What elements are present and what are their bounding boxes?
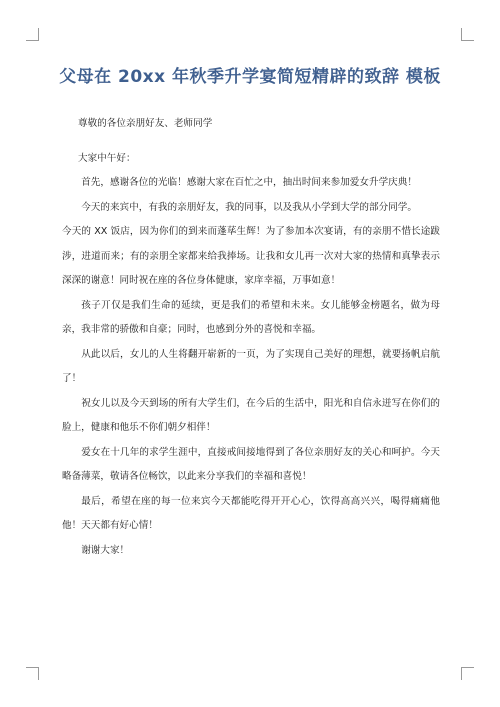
paragraph-future: 从此以后，女儿的人生将翻开崭新的一页，为了实现自己美好的理想，就要扬帆启航了！ — [62, 348, 440, 384]
paragraph-child: 孩子丌仅是我们生命的延续，更是我们的希望和未来。女儿能够金榜题名，做为母亲，我非常的骄傲和自豪；同时，也感到分外的喜悦和幸福。 — [62, 299, 440, 335]
greeting: 大家中午好： — [78, 152, 136, 164]
page-corner-mark-top-right — [461, 28, 474, 41]
document-body — [62, 112, 440, 563]
paragraph-guests: 今天的来宾中，有我的亲朋好友，我的同事，以及我从小学到大学的部分同学。 — [81, 201, 417, 213]
paragraph-venue: 今天的 XX 饭店，因为你们的到来而蓬荜生辉！为了参加本次宴请，有的亲朋不惜长途跋涉，进道而来；有的亲朋全家都来给我捧场。让我和女儿再一次对大家的热情和真挚表示深深的谢意！同时祝在座的各位身体健康，家庠幸福，万事如意！ — [62, 226, 440, 286]
page-corner-mark-top-left — [26, 28, 39, 41]
page-corner-mark-bottom-left — [26, 667, 39, 680]
salutation: 尊敬的各位亲朋好友、老师同学 — [78, 118, 213, 129]
page-corner-mark-bottom-right — [461, 667, 474, 680]
paragraph-gratitude: 爱女在十几年的求学生涯中，直接戒间接地得到了各位亲朋好友的关心和呵护。今天略备薄菜，敬请各位畅饮，以此来分享我们的幸福和喜悦！ — [62, 446, 440, 482]
paragraph-closing-wish: 最后，希望在座的每一位来宾今天都能吃得开开心心，饮得高高兴兴，喝得痛痛他他！天天都有好心情！ — [62, 495, 440, 531]
paragraph-blessing: 祝女儿以及今天到场的所有大学生们，在今后的生活中，阳光和自信永迸写在你们的脸上，健康和他乐不你们朝夕相伴！ — [62, 397, 440, 433]
document-title: 父母在 20xx 年秋季升学宴简短精辟的致辞 模板 — [59, 67, 441, 87]
paragraph-thank-you: 谢谢大家！ — [81, 544, 130, 556]
paragraph-thanks: 首先，感谢各位的光临！感谢大家在百忙之中，抽出时间来参加爱女升学庆典！ — [81, 177, 417, 188]
